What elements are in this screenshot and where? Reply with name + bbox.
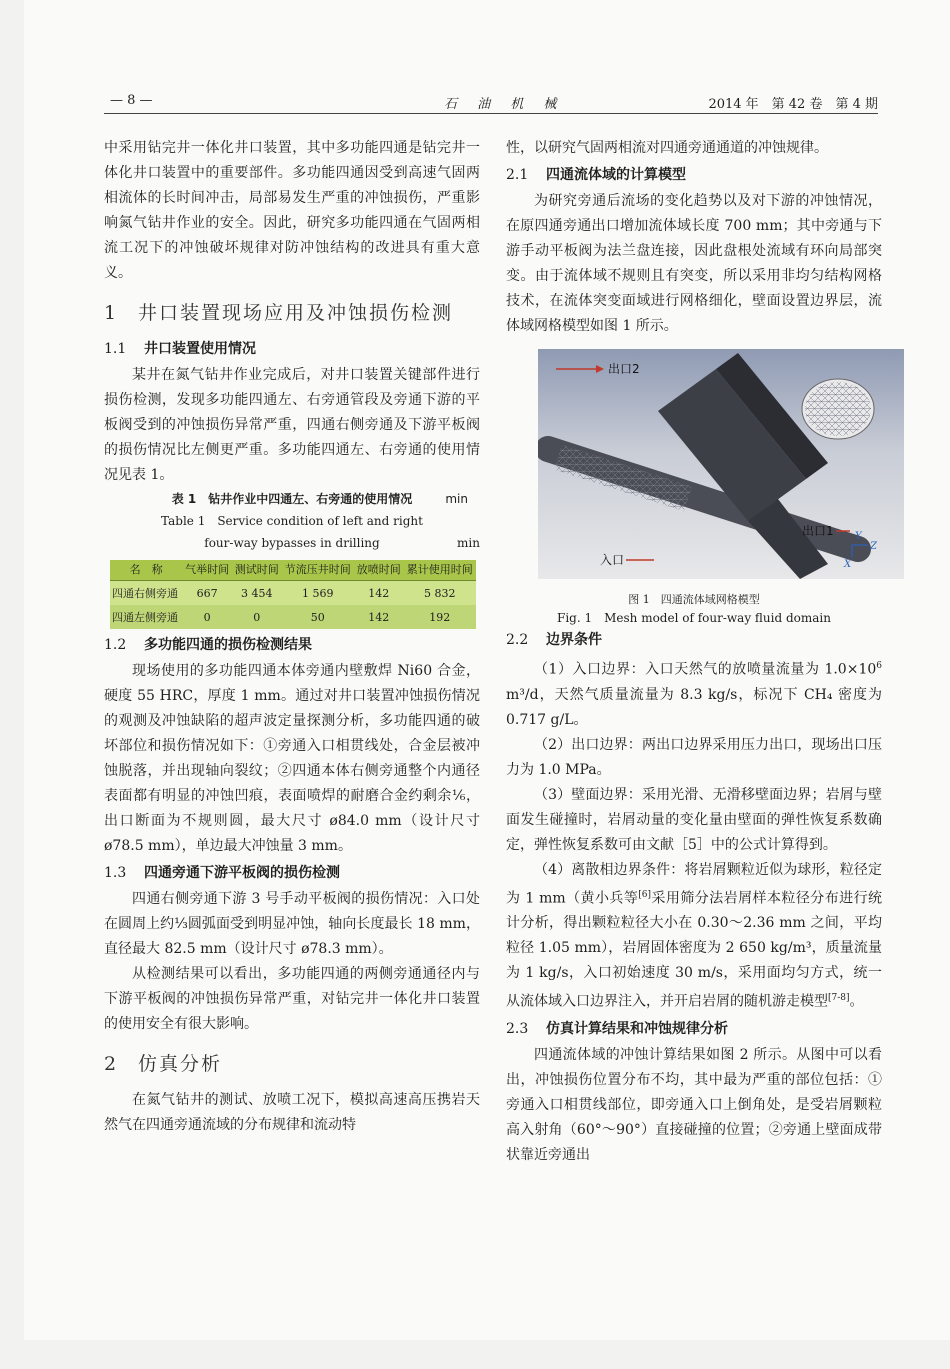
table-cell: 四通左侧旁通 [110, 605, 182, 629]
table-caption-cn: 表 1 钻井作业中四通左、右旁通的使用情况 min [171, 492, 468, 506]
paragraph-2: 在氮气钻井的测试、放喷工况下，模拟高速高压携岩天然气在四通旁通流域的分布规律和流动特 [104, 1092, 480, 1133]
paragraph-2-1: 为研究旁通后流场的变化趋势以及对下游的冲蚀情况，在原四通旁通出口增加流体域长度 700 mm；其中旁通与下游手动平板阀为法兰盘连接，因此盘根处流域有环向局部突变。由于流体域不规则且有突变，所以采用非均匀结构网格技术，在流体突变面域进行网格细化，壁面设置边界层，流体域网格模型如图 1 所示。 [506, 193, 882, 334]
axis-y-label: Y [855, 531, 862, 542]
table-caption-en: Table 1 Service condition of left and right four-way bypasses in drilling min [161, 514, 480, 550]
table-cell: 50 [282, 605, 354, 629]
right-column [506, 136, 882, 1168]
table-header-cell: 累计使用时间 [404, 560, 476, 581]
section-2-3-heading: 2.3 仿真计算结果和冲蚀规律分析 [506, 1020, 728, 1037]
table-cell: 192 [404, 605, 476, 629]
left-column [104, 136, 480, 1138]
table-cell: 0 [232, 605, 282, 629]
running-header [104, 93, 878, 114]
section-2-heading: 2 仿真分析 [104, 1053, 223, 1075]
section-1-heading: 1 井口装置现场应用及冲蚀损伤检测 [104, 302, 454, 324]
paragraph-1-2: 现场使用的多功能四通本体旁通内壁敷焊 Ni60 合金，硬度 55 HRC，厚度 1 mm。通过对井口装置冲蚀损伤情况的观测及冲蚀缺陷的超声波定量探测分析，多功能四通的破坏部位和损伤情况如下：①旁通入口相贯线处，合金层被冲蚀脱落，并出现轴向裂纹；②四通本体右侧旁通整个内通径表面都有明显的冲蚀凹痕，表面喷焊的耐磨合金约剩余⅙，出口断面为不规则圆，最大尺寸 ø84.0 mm（设计尺寸 ø78.5 mm），单边最大冲蚀量 3 mm。 [104, 663, 480, 854]
section-1-2-heading: 1.2 多功能四通的损伤检测结果 [104, 637, 312, 653]
table-cell: 667 [182, 581, 232, 606]
table-header-cell: 放喷时间 [354, 560, 404, 581]
paragraph-2-2-d: （4）离散相边界条件：将岩屑颗粒近似为球形，粒径定为 1 mm（黄小兵等[6]采用筛分法岩屑样本粒径分布进行统计分析，得出颗粒粒径大小在 0.30～2.36 mm 之间，平均粒径 1.05 mm），岩屑固体密度为 2 650 kg/m³，质量流量为 1 kg/s，入口初始速度 30 m/s，采用面均匀方式，统一从流体域入口边界注入，并开启岩屑的随机游走模型[7-8]。 [506, 861, 883, 1010]
paragraph-1-3: 四通右侧旁通下游 3 号手动平板阀的损伤情况：入口处在圆周上约⅓圆弧面受到明显冲蚀，轴向长度最长 18 mm，直径最大 82.5 mm（设计尺寸 ø78.3 mm）。 [104, 891, 480, 957]
label-outlet-1: 出口1 [802, 524, 834, 538]
page-number: — 8 — [110, 93, 153, 108]
section-1-1-heading: 1.1 井口装置使用情况 [104, 341, 256, 357]
figure-caption-cn: 图 1 四通流体域网格模型 [628, 593, 760, 606]
table-cell: 四通右侧旁通 [110, 581, 182, 606]
axis-x-label: X [844, 559, 852, 570]
paragraph-2-3: 四通流体域的冲蚀计算结果如图 2 所示。从图中可以看出，冲蚀损伤位置分布不均，其中最为严重的部位包括：①旁通入口相贯线部位，即旁通入口上倒角处，是受岩屑颗粒高入射角（60°～90°）直接碰撞的位置；②旁通上壁面成带状靠近旁通出 [506, 1046, 882, 1163]
paragraph-2-2-c: （3）壁面边界：采用光滑、无滑移壁面边界；岩屑与壁面发生碰撞时，岩屑动量的变化量由壁面的弹性恢复系数确定，弹性恢复系数可由文献［5］中的公式计算得到。 [506, 786, 882, 853]
figure-1 [538, 349, 904, 579]
section-2-2-heading: 2.2 边界条件 [506, 632, 602, 648]
table-cell: 3 454 [232, 581, 282, 606]
section-2-1-heading: 2.1 四通流体域的计算模型 [506, 167, 686, 183]
table-header-cell: 气举时间 [182, 560, 232, 581]
mesh-model-image [538, 349, 904, 579]
table-cell: 142 [354, 605, 404, 629]
axis-z-label: Z [870, 541, 877, 552]
paragraph-1-4: 从检测结果可以看出，多功能四通的两侧旁通通径内与下游平板阀的冲蚀损伤异常严重，对钻完井一体化井口装置的使用安全有很大影响。 [104, 966, 480, 1032]
table-header-cell: 测试时间 [232, 560, 282, 581]
service-table [110, 560, 476, 629]
table-cell: 142 [354, 581, 404, 606]
paragraph-2-2-b: （2）出口边界：两出口边界采用压力出口，现场出口压力为 1.0 MPa。 [506, 736, 882, 778]
table-row [110, 605, 476, 629]
figure-caption-en: Fig. 1 Mesh model of four-way fluid domain [557, 611, 831, 625]
table-cell: 1 569 [282, 581, 354, 606]
paragraph-1-1: 某井在氮气钻井作业完成后，对井口装置关键部件进行损伤检测，发现多功能四通左、右旁通管段及旁通下游的平板阀受到的冲蚀损伤异常严重，四通右侧旁通及下游平板阀的损伤情况比左侧更严重。多功能四通左、右旁通的使用情况见表 1。 [104, 367, 480, 483]
table-cell: 5 832 [404, 581, 476, 606]
paragraph-2-2-a: （1）入口边界：入口天然气的放喷量流量为 $1.0\times 10^6$ m³/d，天然气质量流量为 8.3 kg/s，标况下 CH₄ 密度为 0.717 g/L。 [506, 661, 882, 728]
intro-paragraph: 中采用钻完井一体化井口装置，其中多功能四通是钻完井一体化井口装置中的重要部件。多功能四通因受到高速气固两相流体的长时间冲击，局部易发生严重的冲蚀损伤，严重影响氮气钻井作业的安全。因此，研究多功能四通在气固两相流工况下的冲蚀破坏规律对防冲蚀结构的改进具有重大意义。 [104, 140, 480, 281]
issue-info: 2014 年 第 42 卷 第 4 期 [708, 97, 878, 112]
section-1-3-heading: 1.3 四通旁通下游平板阀的损伤检测 [104, 865, 340, 881]
table-row [110, 581, 476, 606]
table-header-cell: 名 称 [110, 560, 182, 581]
label-outlet-2: 出口2 [608, 362, 640, 376]
paragraph-2-cont: 性，以研究气固两相流对四通旁通通道的冲蚀规律。 [506, 140, 828, 156]
label-inlet: 入口 [600, 553, 625, 567]
journal-name: 石 油 机 械 [444, 97, 565, 112]
table-cell: 0 [182, 605, 232, 629]
table-header-cell: 节流压井时间 [282, 560, 354, 581]
